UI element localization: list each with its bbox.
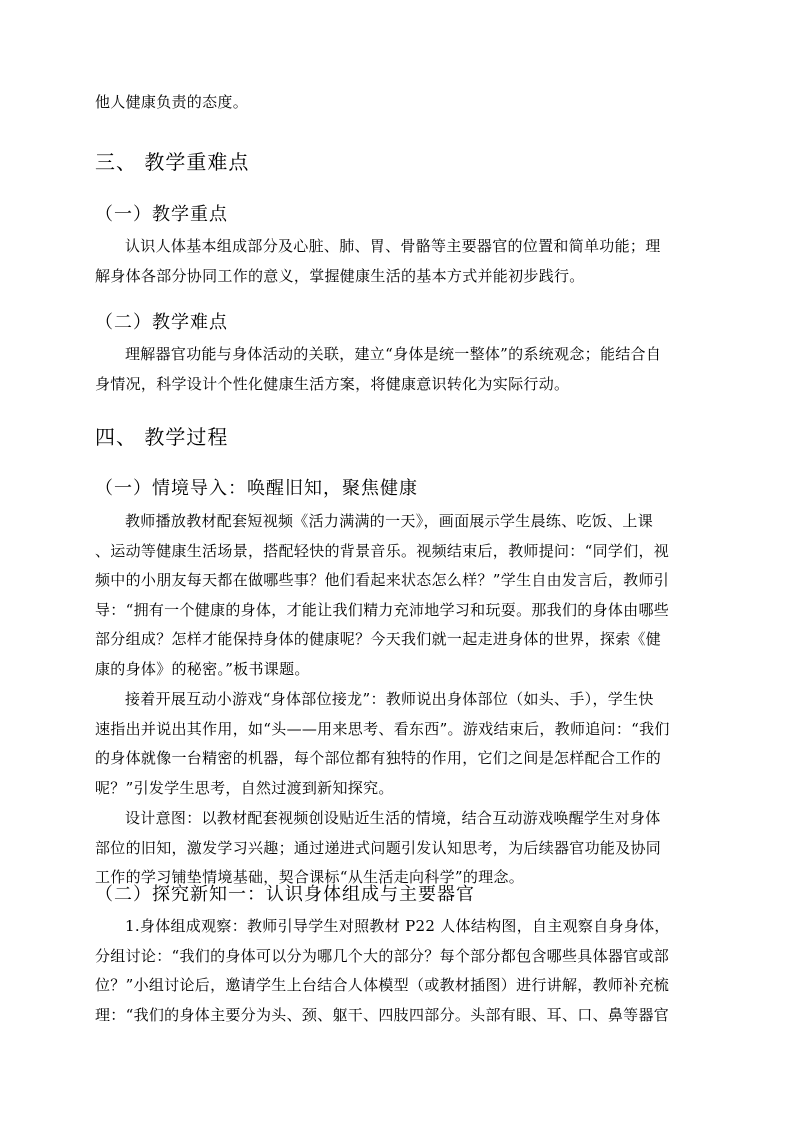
paragraph-intro-video [95,507,700,684]
text-line: 部位的旧知，激发学习兴趣；通过递进式问题引发认知思考，为后续器官功能及协同 [95,838,662,857]
text-line: 部分组成？怎样才能保持身体的健康呢？今天我们就一起走进身体的世界，探索《健 [95,630,662,648]
text-line: 身情况，科学设计个性化健康生活方案，将健康意识转化为实际行动。 [95,374,570,393]
text-line: 工作的学习铺垫情境基础，契合课标“从生活走向科学”的理念。 [95,868,525,886]
text-line: 分组讨论：“我们的身体可以分为哪几个大的部分？每个部分都包含哪些具体器官或部 [95,946,670,965]
subsection-heading-explore-1: （二）探究新知一：认识身体组成与主要器官 [95,884,475,905]
text-line: 1.身体组成观察：教师引导学生对照教材 P22 人体结构图，自主观察自身身体， [125,917,670,935]
subsection-heading-difficulties: （二）教学难点 [95,312,228,333]
text-line: 频中的小朋友每天都在做哪些事？他们看起来状态怎么样？”学生自由发言后，教师引 [95,571,670,589]
paragraph-body-composition [95,912,700,1030]
text-line: 呢？”引发学生思考，自然过渡到新知探究。 [95,778,394,797]
section-heading-4: 四、 教学过程 [95,425,229,449]
text-line: 设计意图：以教材配套视频创设贴近生活的情境，结合互动游戏唤醒学生对身体 [125,809,661,827]
paragraph-intro-game [95,685,700,803]
text-line: 的身体就像一台精密的机器，每个部位都有独特的作用，它们之间是怎样配合工作的 [95,749,662,767]
text-line: 康的身体》的秘密。”板书课题。 [95,659,310,678]
text-line: 解身体各部分协同工作的意义，掌握健康生活的基本方式并能初步践行。 [95,266,585,285]
subsection-heading-key-points: （一）教学重点 [95,204,228,225]
text-line: 导：“拥有一个健康的身体，才能让我们精力充沛地学习和玩耍。那我们的身体由哪些 [95,600,670,619]
paragraph-difficulties [95,340,700,399]
subsection-heading-intro: （一）情境导入：唤醒旧知，聚焦健康 [95,478,418,499]
text-line: 认识人体基本组成部分及心脏、肺、胃、骨骼等主要器官的位置和简单功能；理 [125,237,661,255]
text-line: 他人健康负责的态度。 [95,93,249,111]
text-line: 、运动等健康生活场景，搭配轻快的背景音乐。视频结束后，教师提问：“同学们，视 [95,541,670,560]
paragraph-continuation [95,88,700,118]
section-heading-3: 三、 教学重难点 [95,150,250,174]
text-line: 教师播放教材配套短视频《活力满满的一天》，画面展示学生晨练、吃饭、上课 [125,512,654,530]
text-line: 位？”小组讨论后，邀请学生上台结合人体模型（或教材插图）进行讲解，教师补充梳 [95,976,670,994]
text-line: 接着开展互动小游戏“身体部位接龙”：教师说出身体部位（如头、手），学生快 [125,690,654,708]
paragraph-key-points [95,232,700,291]
text-line: 理解器官功能与身体活动的关联，建立“身体是统一整体”的系统观念；能结合自 [125,345,662,363]
text-line: 理：“我们的身体主要分为头、颈、躯干、四肢四部分。头部有眼、耳、口、鼻等器官 [95,1005,670,1024]
text-line: 速指出并说出其作用，如“头——用来思考、看东西”。游戏结束后，教师追问：“我们 [95,719,670,738]
